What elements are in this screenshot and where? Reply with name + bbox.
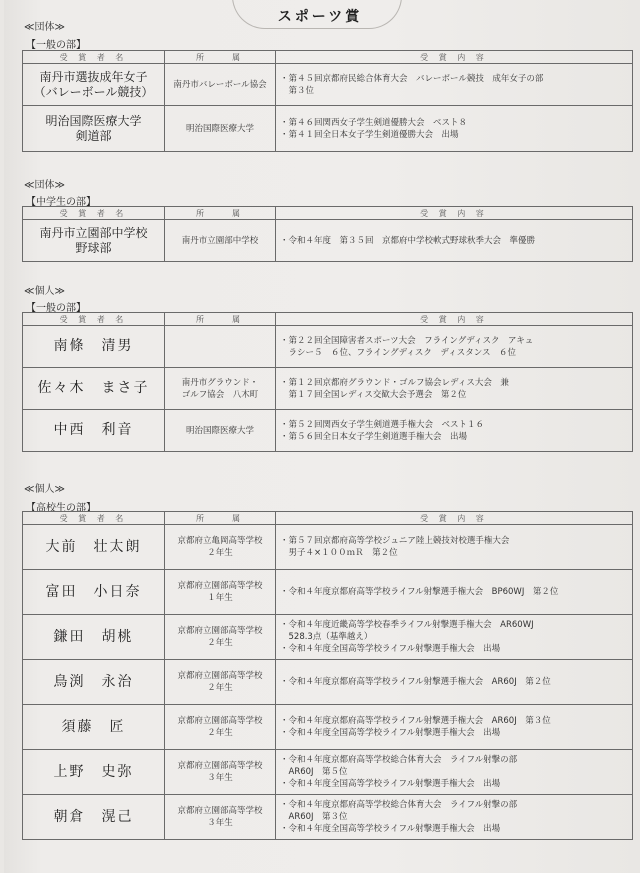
award-content-cell: ・第４５回京都府民総合体育大会 バレーボール競技 成年女子の部 第３位 — [276, 64, 633, 106]
table-row — [23, 750, 633, 795]
section-heading: ≪団体≫ — [24, 180, 65, 191]
page-title: スポーツ賞 — [277, 9, 363, 25]
header-affiliation: 所 属 — [165, 207, 276, 220]
award-content-cell: ・令和４年度近畿高等学校春季ライフル射撃選手権大会 AR60WJ 528.3点（基準越え） ・令和４年度全国高等学校ライフル射撃選手権大会 出場 — [276, 615, 633, 660]
section-subheading: 【一般の部】 — [26, 40, 86, 51]
table-row — [23, 368, 633, 410]
affiliation-cell: 南丹市立園部中学校 — [165, 220, 276, 262]
section-subheading: 【一般の部】 — [26, 303, 86, 314]
section-heading: ≪団体≫ — [24, 22, 65, 33]
table-row — [23, 220, 633, 262]
awardee-name: 佐々木 まさ子 — [23, 368, 165, 410]
affiliation-cell: 京都府立園部高等学校 ３年生 — [165, 795, 276, 840]
affiliation-cell: 南丹市グラウンド・ ゴルフ協会 八木町 — [165, 368, 276, 410]
table-row — [23, 326, 633, 368]
affiliation-cell: 明治国際医療大学 — [165, 106, 276, 152]
awardee-name: 須藤 匠 — [23, 705, 165, 750]
award-content-cell: ・令和４年度 第３５回 京都府中学校軟式野球秋季大会 準優勝 — [276, 220, 633, 262]
award-content-cell: ・令和４年度京都府高等学校ライフル射撃選手権大会 BP60WJ 第２位 — [276, 570, 633, 615]
table-row — [23, 705, 633, 750]
award-content-cell: ・第１２回京都府グラウンド・ゴルフ協会レディス大会 兼 第１７回全国レディス交歓大会予選会 第２位 — [276, 368, 633, 410]
table-header-row — [23, 512, 633, 525]
header-affiliation: 所 属 — [165, 51, 276, 64]
award-content-cell: ・第４６回関西女子学生剣道優勝大会 ベスト８ ・第４１回全日本女子学生剣道優勝大会 出場 — [276, 106, 633, 152]
header-content: 受 賞 内 容 — [276, 51, 633, 64]
table-row — [23, 64, 633, 106]
affiliation-cell: 京都府立園部高等学校 １年生 — [165, 570, 276, 615]
award-table — [22, 50, 633, 152]
affiliation-cell: 京都府立園部高等学校 ２年生 — [165, 615, 276, 660]
table-row — [23, 525, 633, 570]
award-table — [22, 511, 633, 840]
awardee-name: 南條 清男 — [23, 326, 165, 368]
awardee-name: 南丹市立園部中学校 野球部 — [23, 220, 165, 262]
awardee-name: 上野 史弥 — [23, 750, 165, 795]
award-content-cell: ・令和４年度京都府高等学校ライフル射撃選手権大会 AR60J 第３位 ・令和４年度全国高等学校ライフル射撃選手権大会 出場 — [276, 705, 633, 750]
award-content-cell: ・第２２回全国障害者スポーツ大会 フライングディスク アキュ ラシー５ ６位、フライングディスク ディスタンス ６位 — [276, 326, 633, 368]
table-row — [23, 615, 633, 660]
award-content-cell: ・第５７回京都府高等学校ジュニア陸上競技対校選手権大会 男子４×１００ｍＲ 第２位 — [276, 525, 633, 570]
section-subheading: 【高校生の部】 — [26, 503, 96, 514]
award-table — [22, 312, 633, 452]
awardee-name: 鳥渕 永治 — [23, 660, 165, 705]
section-heading: ≪個人≫ — [24, 286, 65, 297]
awardee-name: 中西 利音 — [23, 410, 165, 452]
awardee-name: 南丹市選抜成年女子 （バレーボール競技） — [23, 64, 165, 106]
affiliation-cell — [165, 326, 276, 368]
header-content: 受 賞 内 容 — [276, 512, 633, 525]
header-name: 受 賞 者 名 — [23, 313, 165, 326]
table-row — [23, 795, 633, 840]
section-heading: ≪個人≫ — [24, 484, 65, 495]
header-name: 受 賞 者 名 — [23, 207, 165, 220]
affiliation-cell: 京都府立園部高等学校 ３年生 — [165, 750, 276, 795]
affiliation-cell: 京都府立亀岡高等学校 ２年生 — [165, 525, 276, 570]
award-content-cell: ・令和４年度京都府高等学校ライフル射撃選手権大会 AR60J 第２位 — [276, 660, 633, 705]
affiliation-cell: 京都府立園部高等学校 ２年生 — [165, 705, 276, 750]
header-content: 受 賞 内 容 — [276, 313, 633, 326]
awardee-name: 鎌田 胡桃 — [23, 615, 165, 660]
award-content-cell: ・第５２回関西女子学生剣道選手権大会 ベスト１６ ・第５６回全日本女子学生剣道選手権大会 出場 — [276, 410, 633, 452]
award-content-cell: ・令和４年度京都府高等学校総合体育大会 ライフル射撃の部 AR60J 第５位 ・令和４年度全国高等学校ライフル射撃選手権大会 出場 — [276, 750, 633, 795]
header-affiliation: 所 属 — [165, 512, 276, 525]
affiliation-cell: 明治国際医療大学 — [165, 410, 276, 452]
awardee-name: 明治国際医療大学 剣道部 — [23, 106, 165, 152]
table-header-row — [23, 207, 633, 220]
awardee-name: 大前 壮太朗 — [23, 525, 165, 570]
header-content: 受 賞 内 容 — [276, 207, 633, 220]
table-header-row — [23, 51, 633, 64]
awardee-name: 富田 小日奈 — [23, 570, 165, 615]
section-subheading: 【中学生の部】 — [26, 197, 96, 208]
affiliation-cell: 京都府立園部高等学校 ２年生 — [165, 660, 276, 705]
table-header-row — [23, 313, 633, 326]
award-content-cell: ・令和４年度京都府高等学校総合体育大会 ライフル射撃の部 AR60J 第３位 ・令和４年度全国高等学校ライフル射撃選手権大会 出場 — [276, 795, 633, 840]
table-row — [23, 106, 633, 152]
table-row — [23, 410, 633, 452]
table-row — [23, 570, 633, 615]
affiliation-cell: 南丹市バレーボール協会 — [165, 64, 276, 106]
table-row — [23, 660, 633, 705]
award-table — [22, 206, 633, 262]
header-affiliation: 所 属 — [165, 313, 276, 326]
header-name: 受 賞 者 名 — [23, 51, 165, 64]
awardee-name: 朝倉 滉己 — [23, 795, 165, 840]
header-name: 受 賞 者 名 — [23, 512, 165, 525]
